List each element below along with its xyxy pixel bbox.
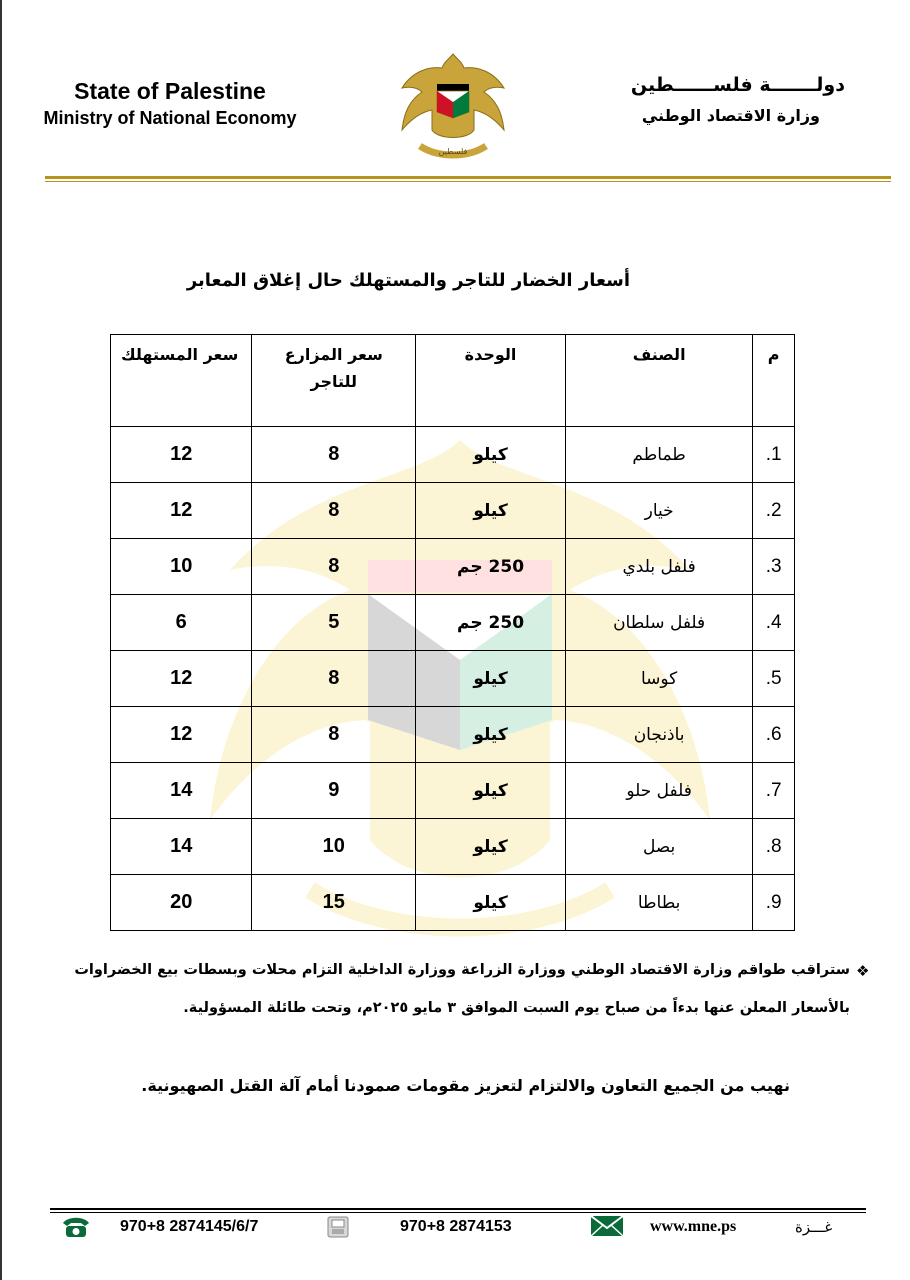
footer-rule-thin — [50, 1212, 866, 1213]
table-row — [111, 707, 795, 763]
header-number: م — [753, 335, 795, 427]
row-number: 1. — [753, 427, 795, 483]
row-consumer-price: 12 — [111, 707, 252, 763]
row-item: خيار — [565, 483, 752, 539]
header-farmer-price — [252, 335, 416, 427]
row-consumer-price: 12 — [111, 427, 252, 483]
row-unit: 250 جم — [416, 595, 566, 651]
row-number: 2. — [753, 483, 795, 539]
header-item: الصنف — [565, 335, 752, 427]
row-consumer-price: 14 — [111, 819, 252, 875]
row-item: فلفل بلدي — [565, 539, 752, 595]
table-header-row — [111, 335, 795, 427]
row-consumer-price: 20 — [111, 875, 252, 931]
row-farmer-price: 5 — [252, 595, 416, 651]
ministry-name-arabic: وزارة الاقتصاد الوطني — [641, 106, 820, 125]
row-farmer-price: 8 — [252, 483, 416, 539]
page-edge — [0, 0, 2, 1280]
row-farmer-price: 8 — [252, 427, 416, 483]
table-row — [111, 539, 795, 595]
row-number: 7. — [753, 763, 795, 819]
row-unit: كيلو — [416, 651, 566, 707]
footer-phone: 970+8 2874145/6/7 — [120, 1218, 259, 1235]
row-unit: كيلو — [416, 707, 566, 763]
row-farmer-price: 8 — [252, 707, 416, 763]
table-row — [111, 595, 795, 651]
table-row — [111, 875, 795, 931]
table-row — [111, 651, 795, 707]
row-unit: كيلو — [416, 763, 566, 819]
header-consumer-price-label: سعر المستهلك — [121, 345, 239, 364]
state-name-arabic: دولـــــــة فلســــــطين — [630, 74, 845, 96]
row-number: 9. — [753, 875, 795, 931]
row-item: بطاطا — [565, 875, 752, 931]
footer-website: www.mne.ps — [650, 1218, 737, 1235]
footer-rule — [50, 1208, 866, 1210]
row-item: طماطم — [565, 427, 752, 483]
row-number: 5. — [753, 651, 795, 707]
row-item: كوسا — [565, 651, 752, 707]
row-consumer-price: 10 — [111, 539, 252, 595]
table-row — [111, 427, 795, 483]
row-number: 6. — [753, 707, 795, 763]
row-farmer-price: 8 — [252, 539, 416, 595]
diamond-bullet-icon: ❖ — [856, 962, 870, 980]
header-rule-thin — [45, 181, 891, 182]
telephone-icon — [60, 1214, 92, 1240]
row-item: بصل — [565, 819, 752, 875]
monitoring-note-line1: ستراقب طواقم وزارة الاقتصاد الوطني ووزارة الزراعة ووزارة الداخلية التزام محلات وبسطات بيع الخضراوات — [74, 962, 850, 978]
state-name-english: State of Palestine — [74, 78, 266, 104]
row-consumer-price: 14 — [111, 763, 252, 819]
envelope-icon — [590, 1214, 624, 1238]
table-row — [111, 819, 795, 875]
row-number: 8. — [753, 819, 795, 875]
header-farmer-price-line2: للتاجر — [310, 372, 358, 391]
table-row — [111, 763, 795, 819]
price-table — [110, 334, 795, 931]
monitoring-note-line2: بالأسعار المعلن عنها بدءاً من صباح يوم السبت الموافق ٣ مايو ٢٠٢٥م، وتحت طائلة المسؤولية. — [183, 1000, 850, 1016]
header-farmer-price-line1: سعر المزارع — [284, 345, 383, 364]
row-item: فلفل حلو — [565, 763, 752, 819]
row-unit: كيلو — [416, 819, 566, 875]
row-item: باذنجان — [565, 707, 752, 763]
appeal-statement: نهيب من الجميع التعاون والالتزام لتعزيز مقومات صمودنا أمام آلة القتل الصهيونية. — [141, 1076, 790, 1095]
row-number: 4. — [753, 595, 795, 651]
header-consumer-price — [111, 335, 252, 427]
header-unit: الوحدة — [416, 335, 566, 427]
row-consumer-price: 12 — [111, 651, 252, 707]
fax-machine-icon — [325, 1214, 351, 1240]
document-title: أسعار الخضار للتاجر والمستهلك حال إغلاق المعابر — [186, 270, 630, 291]
row-farmer-price: 9 — [252, 763, 416, 819]
row-unit: كيلو — [416, 427, 566, 483]
row-farmer-price: 8 — [252, 651, 416, 707]
row-unit: 250 جم — [416, 539, 566, 595]
row-consumer-price: 6 — [111, 595, 252, 651]
row-number: 3. — [753, 539, 795, 595]
row-unit: كيلو — [416, 483, 566, 539]
row-unit: كيلو — [416, 875, 566, 931]
palestine-eagle-emblem-icon — [398, 48, 508, 163]
emblem-caption: فلسطين — [438, 147, 468, 156]
header-rule — [45, 176, 891, 179]
table-row — [111, 483, 795, 539]
footer-fax: 970+8 2874153 — [400, 1218, 512, 1235]
row-item: فلفل سلطان — [565, 595, 752, 651]
row-farmer-price: 10 — [252, 819, 416, 875]
row-farmer-price: 15 — [252, 875, 416, 931]
footer-city: غـــزة — [795, 1218, 833, 1236]
row-consumer-price: 12 — [111, 483, 252, 539]
ministry-name-english: Ministry of National Economy — [43, 108, 297, 128]
